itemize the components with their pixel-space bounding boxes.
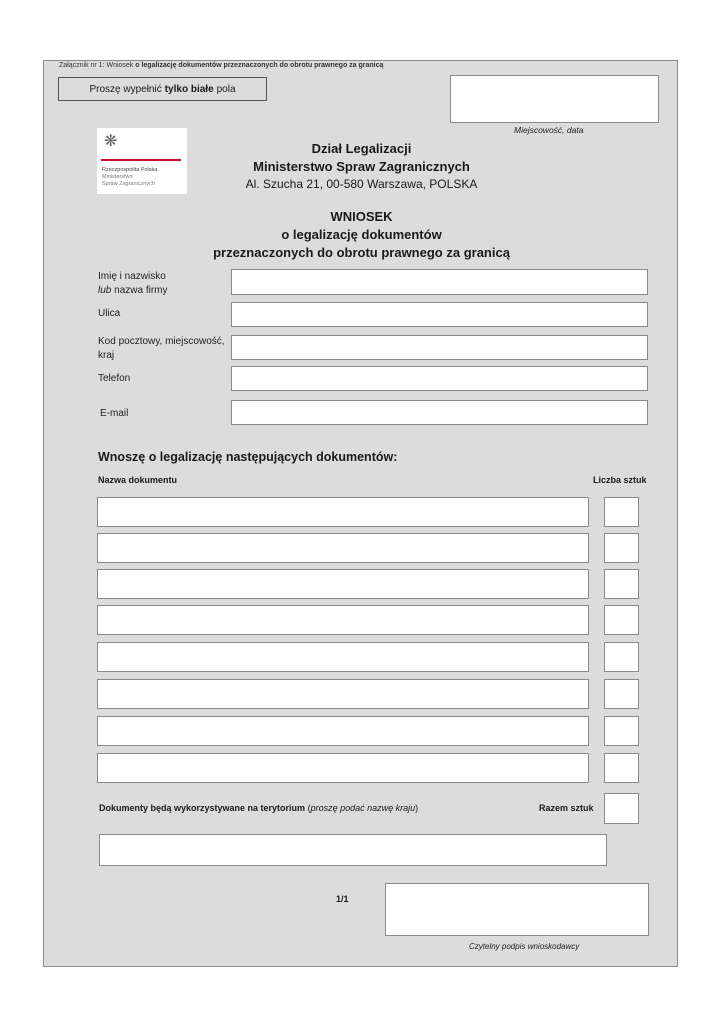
document-name-field-2[interactable] — [97, 533, 589, 563]
instruction-pre: Proszę wypełnić — [89, 83, 162, 95]
document-count-header: Liczba sztuk — [593, 475, 647, 485]
document-count-field-4[interactable] — [604, 605, 639, 635]
street-label: Ulica — [98, 308, 121, 319]
document-count-field-1[interactable] — [604, 497, 639, 527]
eagle-emblem-icon: ❋ — [104, 133, 118, 150]
annex-note-prefix: Załącznik nr 1: Wniosek — [59, 62, 136, 69]
postal-field[interactable] — [231, 335, 648, 360]
street-field[interactable] — [231, 302, 648, 327]
instruction-box — [58, 77, 267, 101]
documents-heading: Wnoszę o legalizację następujących dokumentów: — [98, 450, 398, 464]
document-count-field-3[interactable] — [604, 569, 639, 599]
request-subtitle-1: o legalizację dokumentów — [281, 227, 442, 242]
signature-field[interactable] — [385, 883, 649, 936]
instruction-bold: tylko białe — [164, 83, 214, 95]
total-count-field[interactable] — [604, 793, 639, 824]
signature-label: Czytelny podpis wnioskodawcy — [469, 942, 580, 951]
document-count-field-6[interactable] — [604, 679, 639, 709]
total-label: Razem sztuk — [539, 803, 594, 813]
name-label-line1: Imię i nazwisko — [98, 271, 166, 282]
territory-field[interactable] — [99, 834, 607, 866]
document-count-field-5[interactable] — [604, 642, 639, 672]
postal-label — [98, 335, 225, 363]
territory-label-bold: Dokumenty będą wykorzystywane na terytorium — [99, 803, 306, 813]
phone-field[interactable] — [231, 366, 648, 391]
name-label-rest: nazwa firmy — [111, 285, 168, 296]
place-date-field[interactable] — [450, 75, 659, 123]
place-date-label: Miejscowość, data — [514, 125, 584, 135]
logo-text-line2: Ministerstwo — [102, 174, 133, 180]
logo-text-line3: Spraw Zagranicznych — [102, 181, 155, 187]
ministry-name: Ministerstwo Spraw Zagranicznych — [253, 159, 470, 174]
document-count-field-7[interactable] — [604, 716, 639, 746]
annex-note-title: o legalizację dokumentów przeznaczonych do obrotu prawnego za granicą — [135, 62, 384, 69]
name-field[interactable] — [231, 269, 648, 295]
document-name-field-8[interactable] — [97, 753, 589, 783]
name-label-line2 — [98, 284, 167, 298]
postal-label-line2: kraj — [98, 350, 115, 361]
department-name: Dział Legalizacji — [311, 141, 412, 156]
annex-note — [59, 62, 383, 69]
instruction-post: pola — [216, 83, 236, 95]
form-page — [43, 60, 678, 967]
name-label-italic: lub — [98, 285, 112, 296]
document-name-field-1[interactable] — [97, 497, 589, 527]
territory-label-hint: proszę podać nazwę kraju — [310, 803, 416, 813]
name-label — [98, 270, 167, 298]
document-count-field-8[interactable] — [604, 753, 639, 783]
document-name-field-5[interactable] — [97, 642, 589, 672]
postal-label-line1: Kod pocztowy, miejscowość, — [98, 336, 225, 347]
territory-label — [99, 803, 418, 813]
document-name-field-6[interactable] — [97, 679, 589, 709]
document-name-header: Nazwa dokumentu — [98, 475, 178, 485]
email-field[interactable] — [231, 400, 648, 425]
request-subtitle-2: przeznaczonych do obrotu prawnego za granicą — [213, 245, 510, 260]
request-title: WNIOSEK — [330, 209, 393, 224]
email-label: E-mail — [100, 408, 129, 419]
territory-paren-open: ( — [305, 803, 311, 813]
document-name-field-4[interactable] — [97, 605, 589, 635]
page-number: 1/1 — [336, 894, 349, 904]
document-count-field-2[interactable] — [604, 533, 639, 563]
logo-text-line1: Rzeczpospolita Polska — [102, 167, 158, 173]
territory-paren-close: ) — [415, 803, 419, 813]
phone-label: Telefon — [98, 373, 131, 384]
ministry-address: Al. Szucha 21, 00-580 Warszawa, POLSKA — [245, 177, 478, 191]
document-name-field-3[interactable] — [97, 569, 589, 599]
document-name-field-7[interactable] — [97, 716, 589, 746]
